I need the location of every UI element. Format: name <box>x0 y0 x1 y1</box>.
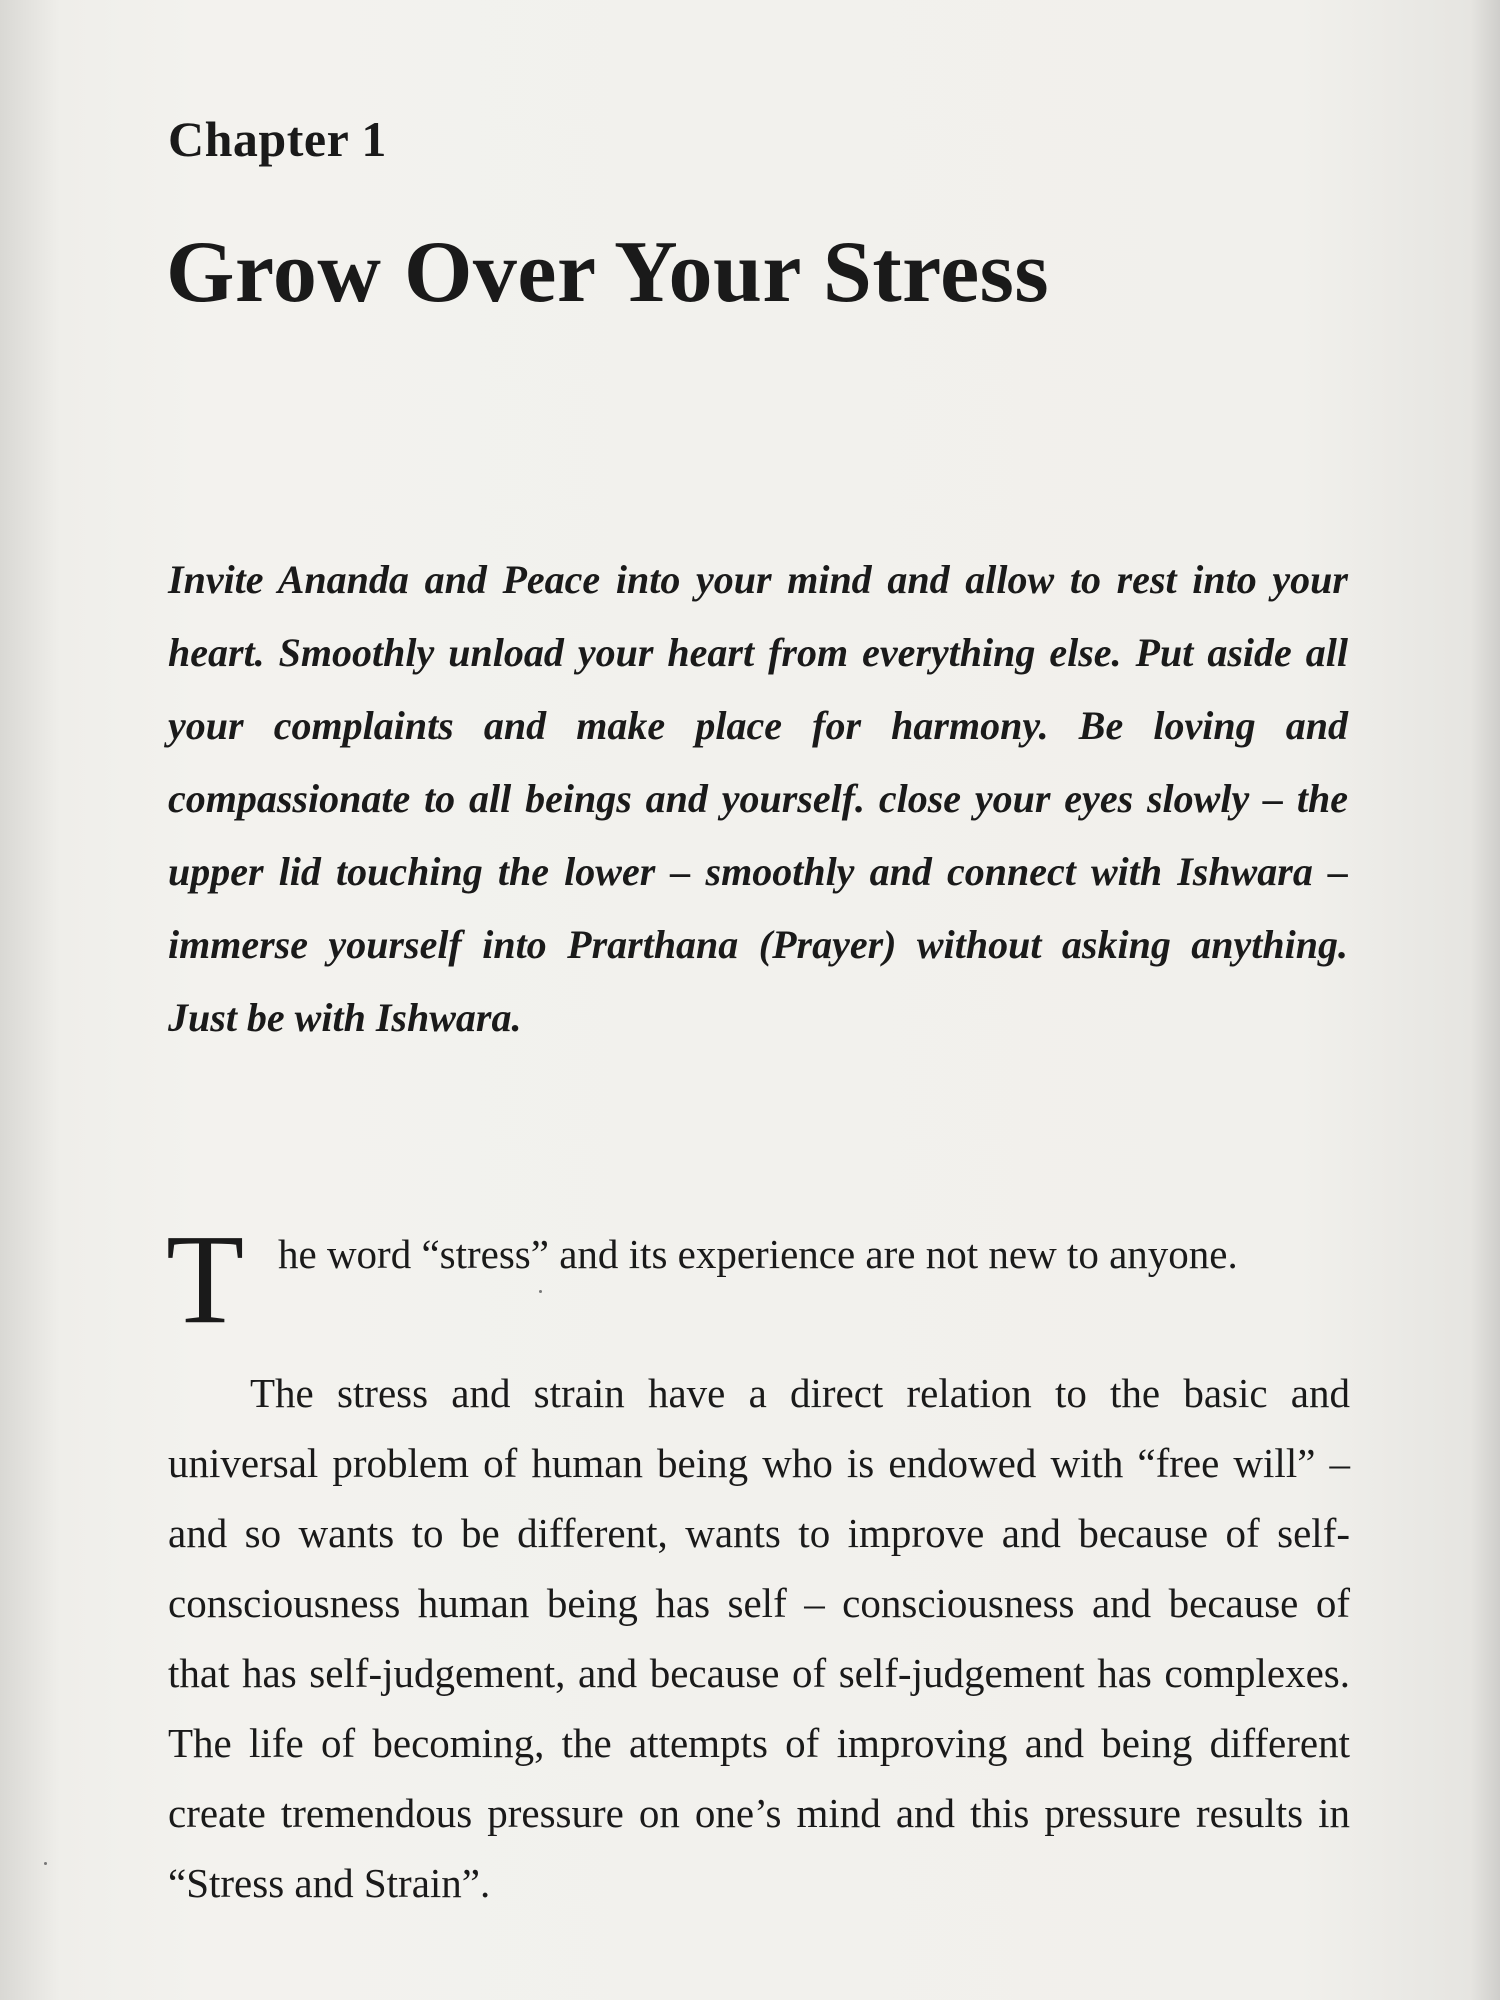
speck-mark <box>539 1290 542 1293</box>
body-paragraph-second: The stress and strain have a direct relation to the basic and universal problem of human being who is endowed with “free will” – and so wants to be different, wants to improve and because of self-consciousness human being has self – consciousness and because of that has self-judgement, and because of self-judgement has complexes. The life of becoming, the attempts of improving and being different create tremendous pressure on one’s mind and this pressure results in “Stress and Strain”. <box>168 1370 1350 1906</box>
speck-mark <box>44 1862 47 1865</box>
chapter-title: Grow Over Your Stress <box>166 224 1050 321</box>
chapter-label: Chapter 1 <box>168 111 387 167</box>
intro-paragraph: Invite Ananda and Peace into your mind and allow to rest into your heart. Smoothly unload your heart from everything else. Put aside all your complaints and make place for harmony. Be loving and compassionate to all beings and yourself. close your eyes slowly – the upper lid touching the lower – smoothly and connect with Ishwara – immerse yourself into Prarthana (Prayer) without asking anything. Just be with Ishwara. <box>168 557 1348 1040</box>
body-paragraph-first: he word “stress” and its experience are not new to anyone. <box>278 1231 1238 1277</box>
drop-cap: T <box>166 1208 245 1350</box>
